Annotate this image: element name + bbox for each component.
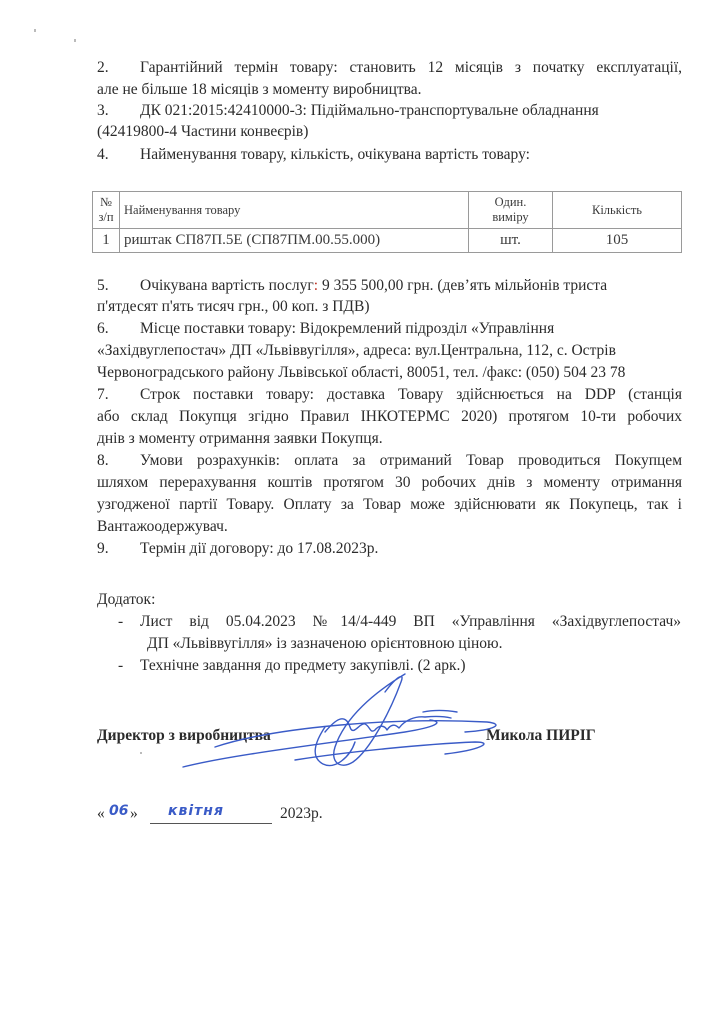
date-day: 06 [109, 803, 129, 819]
item-number: 9. [97, 540, 109, 557]
item-5-line-1 [97, 276, 607, 296]
item-label: Очікувана вартість послуг [140, 277, 314, 294]
attachment-bullet: - [118, 657, 124, 674]
scan-speck [34, 29, 36, 32]
signatory-name: Микола ПИРІГ [486, 727, 596, 744]
item-5-line-2: п'ятдесят п'ять тисяч грн., 00 коп. з ПДВ) [97, 298, 370, 315]
date-open-quote: « [97, 805, 105, 822]
item-6-line-1 [97, 319, 554, 339]
item-text: Строк поставки товару: доставка Товару здійснюється на DDP (станція [140, 386, 682, 403]
item-2-line-2: але не більше 18 місяців з моменту виробництва. [97, 81, 422, 98]
item-number: 6. [97, 320, 109, 337]
attachment-bullet: - [118, 613, 124, 630]
item-text: Умови розрахунків: оплата за отриманий Товар проводиться Покупцем [140, 452, 682, 469]
cell-unit: шт. [469, 229, 553, 253]
attachment-1-line-2: ДП «Львіввугілля» із зазначеною орієнтовною ціною. [147, 635, 503, 652]
item-7-line-1 [97, 385, 682, 405]
item-8-line-2: шляхом перерахування коштів протягом 30 робочих днів з моменту отримання [97, 474, 682, 491]
header-num-line2: з/п [98, 210, 114, 224]
header-name: Найменування товару [120, 192, 469, 229]
item-text: Місце поставки товару: Відокремлений підрозділ «Управління [140, 320, 555, 337]
item-6-line-2: «Західвуглепостач» ДП «Львіввугілля», адреса: вул.Центральна, 112, с. Острів [97, 342, 616, 359]
scan-speck [140, 752, 142, 754]
header-num [93, 192, 120, 229]
date-year: 2023р. [280, 805, 323, 822]
cell-name: риштак СП87П.5Е (СП87ПМ.00.55.000) [120, 229, 469, 253]
signatory-position: Директор з виробництва [97, 727, 271, 744]
item-9-line-1 [97, 539, 378, 559]
item-number: 3. [97, 102, 109, 119]
item-3-line-1 [97, 101, 599, 121]
item-7-line-2: або склад Покупця згідно Правил ІНКОТЕРМС 2020) протягом 10-ти робочих [97, 408, 682, 425]
attachments-title: Додаток: [97, 591, 156, 608]
item-3-line-2: (42419800-4 Частини конвеєрів) [97, 123, 309, 140]
month-underline [150, 823, 272, 824]
cell-num: 1 [93, 229, 120, 253]
handwritten-signature-icon [175, 672, 505, 777]
item-7-line-3: днів з моменту отримання заявки Покупця. [97, 430, 383, 447]
item-text: Найменування товару, кількість, очікувана вартість товару: [140, 146, 530, 163]
item-value: 9 355 500,00 грн. (дев’ять мільйонів триста [318, 277, 608, 294]
item-4-line-1 [97, 145, 530, 165]
item-6-line-3: Червоноградського району Львівської області, 80051, тел. /факс: (050) 504 23 78 [97, 364, 626, 381]
item-2-line-1 [97, 58, 682, 78]
item-text: Гарантійний термін товару: становить 12 місяців з початку експлуатації, [140, 59, 682, 76]
date-month: квітня [168, 803, 224, 819]
scan-speck [74, 39, 76, 42]
header-qty: Кількість [553, 192, 682, 229]
item-8-line-4: Вантажоодержувач. [97, 518, 228, 535]
item-number: 2. [97, 59, 109, 76]
item-8-line-3: узгодженої партії Товару. Оплату за Товар може здійснювати як Покупець, так і [97, 496, 682, 513]
item-number: 8. [97, 452, 109, 469]
item-8-line-1 [97, 451, 682, 471]
header-num-line1: № [100, 195, 112, 209]
attachment-1-line-1: Лист від 05.04.2023 №14/4-449 ВП «Управління «Західвуглепостач» [140, 613, 681, 630]
item-number: 7. [97, 386, 109, 403]
table-header-row [93, 192, 682, 229]
item-colon: : [313, 277, 319, 294]
header-unit-line1: Один. [494, 195, 527, 209]
table-row [93, 229, 682, 253]
date-close-quote: » [130, 805, 138, 822]
header-unit-line2: виміру [492, 210, 529, 224]
item-number: 4. [97, 146, 109, 163]
item-text: ДК 021:2015:42410000-3: Підіймально-транспортувальне обладнання [140, 102, 599, 119]
header-unit [469, 192, 553, 229]
cell-qty: 105 [553, 229, 682, 253]
attachment-2-line-1: Технічне завдання до предмету закупівлі. (2 арк.) [140, 657, 466, 674]
goods-table [92, 191, 682, 253]
item-text: Термін дії договору: до 17.08.2023р. [140, 540, 379, 557]
item-number: 5. [97, 277, 109, 294]
